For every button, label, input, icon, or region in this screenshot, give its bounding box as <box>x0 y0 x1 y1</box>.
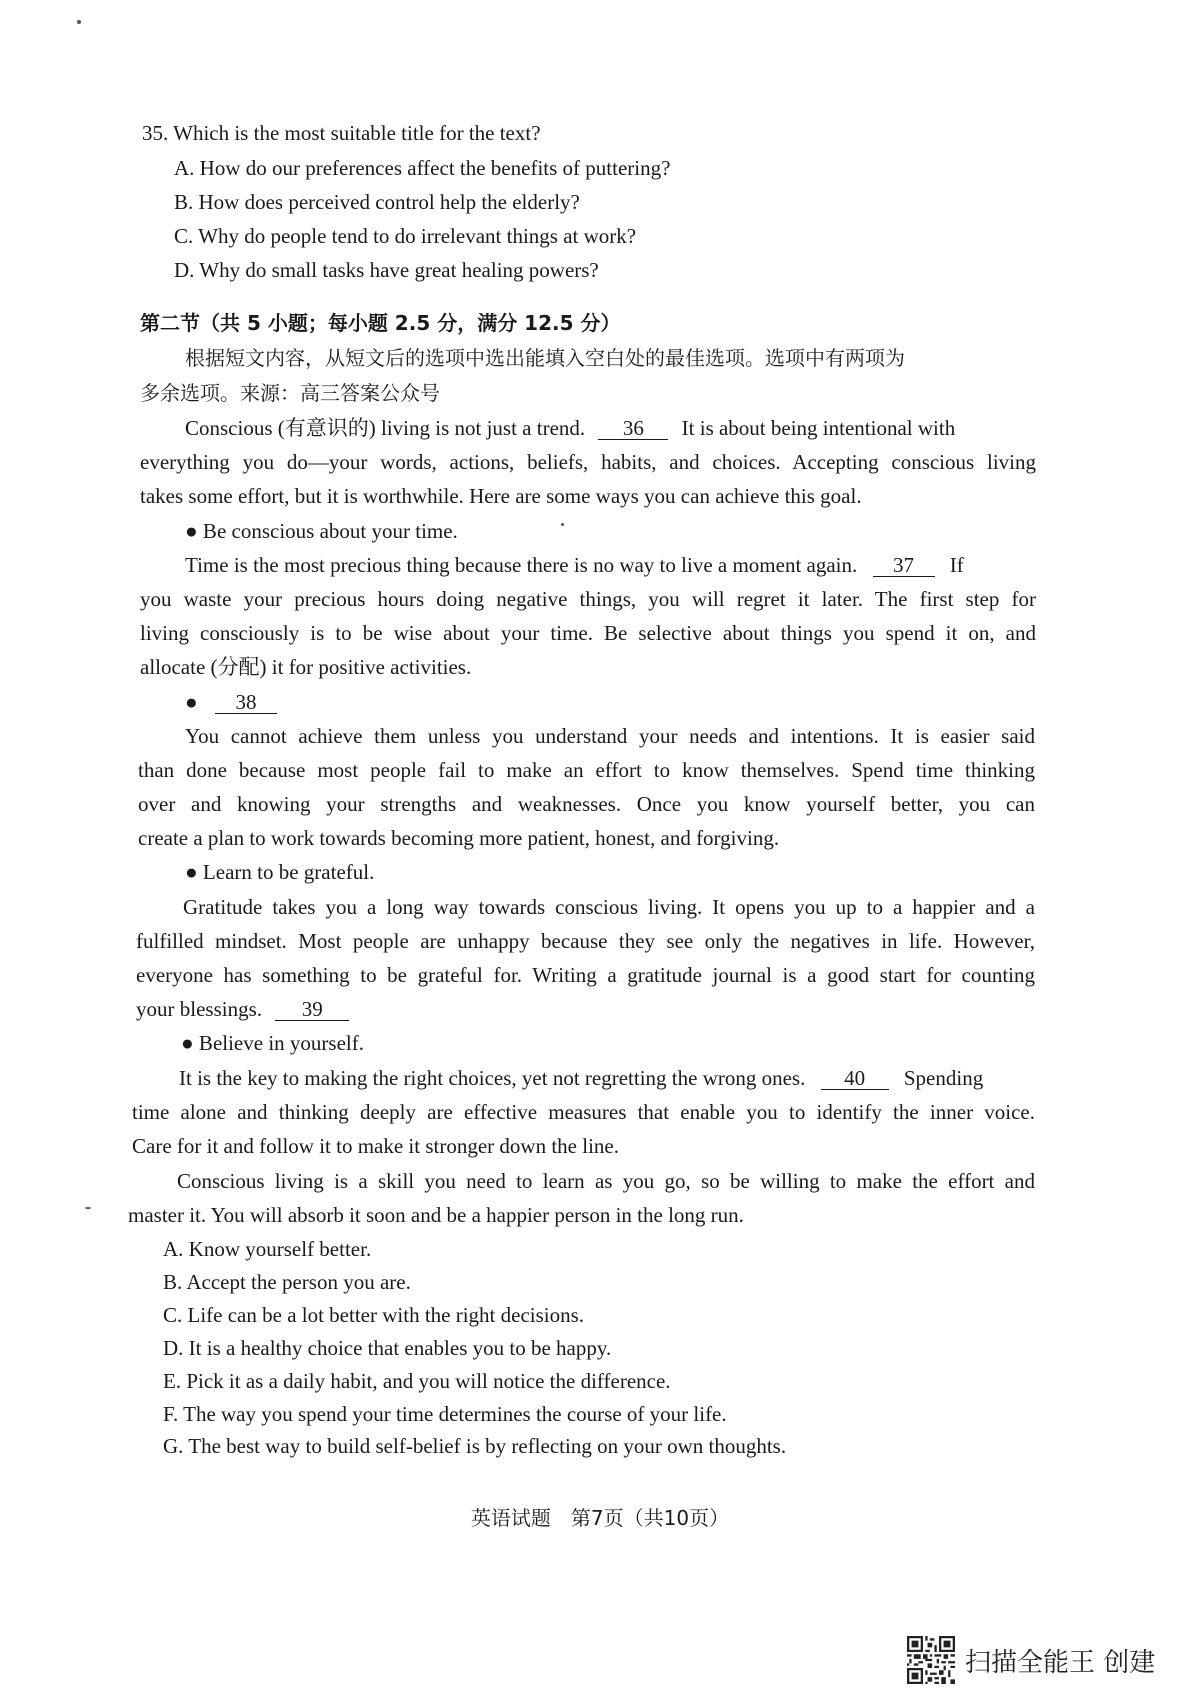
passage-line <box>185 414 955 442</box>
passage-line: everything you do—your words, actions, beliefs, habits, and choices. Accepting conscious living <box>140 450 1036 474</box>
passage-text: It is the key to making the right choices, yet not regretting the wrong ones. <box>179 1066 806 1090</box>
passage-line <box>136 995 349 1023</box>
answer-option-b: B. Accept the person you are. <box>163 1270 411 1294</box>
answer-option-a: A. Know yourself better. <box>163 1237 372 1261</box>
scan-speck <box>561 523 564 526</box>
passage-line: takes some effort, but it is worthwhile. Here are some ways you can achieve this goal. <box>140 484 862 508</box>
passage-text: Spending <box>903 1066 984 1090</box>
answer-option-c: C. Life can be a lot better with the right decisions. <box>163 1303 585 1327</box>
passage-text: Time is the most precious thing because there is no way to live a moment again. <box>185 553 858 577</box>
passage-text: If <box>949 553 964 577</box>
passage-line <box>185 551 964 579</box>
passage-line: Conscious living is a skill you need to learn as you go, so be willing to make the effort and <box>177 1169 1035 1193</box>
page-footer: 英语试题 第7页（共10页） <box>470 1506 730 1530</box>
passage-line: living consciously is to be wise about your time. Be selective about things you spend it on, and <box>140 621 1036 645</box>
answer-option-g: G. The best way to build self-belief is by reflecting on your own thoughts. <box>163 1434 787 1458</box>
q35-option-d: D. Why do small tasks have great healing powers? <box>174 258 599 282</box>
passage-line: Care for it and follow it to make it stronger down the line. <box>132 1134 619 1158</box>
section2-instruction-2: 多余选项。来源：高三答案公众号 <box>140 381 440 405</box>
passage-line: you waste your precious hours doing negative things, you will regret it later. The first step for <box>140 587 1036 611</box>
passage-line: You cannot achieve them unless you understand your needs and intentions. It is easier said <box>185 724 1035 748</box>
blank-36: 36 <box>598 417 668 440</box>
qr-code-icon <box>907 1636 955 1684</box>
bullet-dot: ● <box>185 690 198 714</box>
passage-line: create a plan to work towards becoming more patient, honest, and forgiving. <box>138 826 780 850</box>
passage-line: time alone and thinking deeply are effective measures that enable you to identify the inner voice. <box>132 1100 1035 1124</box>
bullet-heading: ● Learn to be grateful. <box>185 860 375 884</box>
passage-line: master it. You will absorb it soon and be a happier person in the long run. <box>128 1203 744 1227</box>
scan-speck <box>85 1207 91 1209</box>
blank-39: 39 <box>275 998 349 1021</box>
answer-option-d: D. It is a healthy choice that enables you to be happy. <box>163 1336 612 1360</box>
blank-37: 37 <box>873 554 935 577</box>
watermark-text: 扫描全能王 创建 <box>965 1647 1156 1678</box>
bullet-heading: ● Be conscious about your time. <box>185 519 458 543</box>
passage-line: fulfilled mindset. Most people are unhappy because they see only the negatives in life. However, <box>136 929 1035 953</box>
passage-line: everyone has something to be grateful for. Writing a gratitude journal is a good start for counting <box>136 963 1035 987</box>
passage-line: over and knowing your strengths and weaknesses. Once you know yourself better, you can <box>138 792 1035 816</box>
section2-heading: 第二节（共 5 小题；每小题 2.5 分，满分 12.5 分） <box>140 311 621 335</box>
passage-line: Gratitude takes you a long way towards conscious living. It opens you up to a happier and a <box>183 895 1035 919</box>
passage-text: your blessings. <box>136 997 262 1021</box>
blank-38: 38 <box>215 691 277 714</box>
answer-option-e: E. Pick it as a daily habit, and you will notice the difference. <box>163 1369 671 1393</box>
passage-text: It is about being intentional with <box>681 416 956 440</box>
section2-instruction-1: 根据短文内容，从短文后的选项中选出能填入空白处的最佳选项。选项中有两项为 <box>185 346 905 370</box>
passage-text: Conscious (有意识的) living is not just a trend. <box>185 416 586 440</box>
q35-option-c: C. Why do people tend to do irrelevant things at work? <box>174 224 637 248</box>
passage-line: than done because most people fail to make an effort to know themselves. Spend time thinking <box>138 758 1035 782</box>
answer-option-f: F. The way you spend your time determines the course of your life. <box>163 1402 727 1426</box>
q35-stem: 35. Which is the most suitable title for the text? <box>142 121 541 145</box>
scanner-watermark <box>907 1636 1155 1684</box>
passage-line <box>179 1064 983 1092</box>
bullet-heading <box>185 688 277 716</box>
q35-option-b: B. How does perceived control help the elderly? <box>174 190 580 214</box>
passage-line: allocate (分配) it for positive activities. <box>140 655 472 679</box>
q35-option-a: A. How do our preferences affect the benefits of puttering? <box>174 156 671 180</box>
scan-speck <box>77 20 81 24</box>
bullet-heading: ● Believe in yourself. <box>181 1031 364 1055</box>
blank-40: 40 <box>821 1067 889 1090</box>
